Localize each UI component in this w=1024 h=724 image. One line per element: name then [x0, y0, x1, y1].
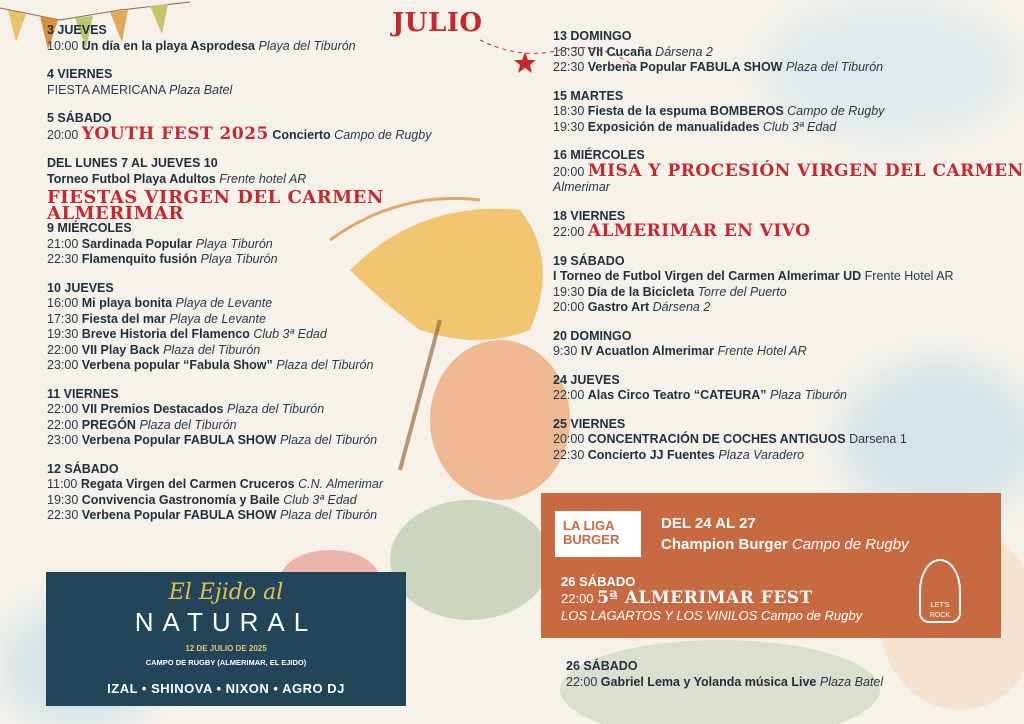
day-heading: 18 VIERNES	[553, 208, 626, 223]
event-time: 19:30	[553, 119, 585, 134]
event-place: Club 3ª Edad	[253, 327, 327, 341]
day-heading: 15 MARTES	[553, 88, 624, 103]
event-row	[553, 104, 1023, 120]
day-heading: 11 VIERNES	[47, 386, 119, 401]
event-row	[47, 508, 487, 524]
event-time: 18:30	[553, 104, 585, 118]
day-block	[553, 254, 1023, 316]
la-liga-burger-logo: LA LIGA BURGER	[555, 511, 641, 557]
fiestas-schedule	[47, 221, 487, 524]
event-row	[47, 83, 487, 99]
event-name: CONCENTRACIÓN DE COCHES ANTIGUOS	[587, 432, 846, 446]
event-row	[47, 343, 487, 359]
event-name: Gabriel Lema y Yolanda música Live	[600, 674, 817, 689]
event-name: Sardinada Popular	[81, 236, 193, 251]
fiestas-title: FIESTAS VIRGEN DEL CARMEN ALMERIMAR	[47, 187, 384, 224]
event-row	[47, 39, 487, 55]
event-place: Dársena 2	[652, 300, 711, 314]
day-block	[47, 462, 487, 524]
event-time: 22:00	[47, 402, 79, 416]
burger-range: DEL 24 AL 27	[661, 515, 756, 532]
event-time: 23:00	[47, 433, 79, 447]
event-row	[553, 344, 1023, 360]
day-heading: 16 MIÉRCOLES	[553, 148, 645, 162]
day-block	[47, 387, 487, 449]
event-time: 23:00	[47, 358, 79, 372]
event-row	[553, 432, 1023, 448]
day-heading: 24 JUEVES	[553, 372, 620, 387]
day-block	[553, 89, 1023, 136]
fest-place: Campo de Rugby	[760, 608, 863, 623]
event-name: Alas Circo Teatro “CATEURA”	[587, 388, 767, 402]
burger-name: Champion Burger	[661, 536, 788, 553]
event-place: Playa de Levante	[169, 311, 266, 326]
event-time: 17:30	[47, 311, 79, 326]
event-row	[47, 402, 487, 418]
event-name: Verbena Popular FABULA SHOW	[587, 60, 783, 74]
event-time: 22:30	[47, 508, 79, 522]
event-name: Torneo Futbol Playa Adultos	[47, 171, 216, 186]
event-highlight: ALMERIMAR EN VIVO	[587, 221, 811, 241]
event-name: Un día en la playa Asprodesa	[81, 38, 255, 53]
natural-festival-banner	[46, 572, 406, 706]
event-row	[553, 160, 1024, 196]
fest-day: 26 SÁBADO	[561, 574, 636, 589]
event-name: VII Play Back	[81, 342, 160, 357]
natural-artists: IZAL • SHINOVA • NIXON • AGRO DJ	[107, 681, 345, 696]
event-row	[47, 312, 487, 328]
event-name: Verbena Popular FABULA SHOW	[81, 508, 277, 522]
event-time: 20:00	[553, 164, 585, 179]
event-name: Flamenquito fusión	[81, 252, 198, 266]
day-block	[553, 209, 1023, 241]
event-highlight: MISA Y PROCESIÓN VIRGEN DEL CARMEN	[587, 160, 1024, 181]
event-place: Plaza del Tiburón	[226, 402, 325, 416]
event-name: I Torneo de Futbol Virgen del Carmen Almerimar UD	[553, 269, 862, 283]
event-name: Fiesta del mar	[81, 311, 166, 326]
event-highlight: YOUTH FEST 2025	[81, 123, 269, 144]
event-place: Torre del Puerto	[697, 284, 787, 299]
day-heading: 26 SÁBADO	[566, 659, 638, 673]
month-title: JULIO	[392, 8, 483, 38]
day-heading: 19 SÁBADO	[553, 253, 625, 268]
burger-place: Campo de Rugby	[791, 536, 909, 553]
event-place: Frente Hotel AR	[864, 269, 954, 283]
event-place: C.N. Almerimar	[298, 477, 384, 491]
day-block	[47, 156, 487, 187]
event-time: 22:00	[47, 342, 79, 357]
event-place: Playa Tiburón	[195, 236, 273, 251]
day-block	[553, 329, 1023, 360]
event-place: Playa de Levante	[175, 296, 273, 310]
event-name: VII Premios Destacados	[81, 402, 224, 416]
event-time: 9:30	[553, 344, 578, 358]
event-place: Campo de Rugby	[334, 127, 432, 142]
event-time: 21:00	[47, 236, 79, 251]
day-heading: 3 JUEVES	[47, 23, 107, 37]
event-place: Plaza del Tiburón	[276, 358, 374, 372]
event-time: 20:00	[553, 432, 585, 446]
event-place: Club 3ª Edad	[762, 119, 837, 134]
day-block	[47, 23, 487, 54]
event-place: Playa del Tiburón	[258, 38, 356, 53]
event-row	[47, 327, 487, 343]
event-place: Campo de Rugby	[787, 104, 885, 118]
day-block	[47, 111, 487, 143]
event-time: 22:30	[553, 447, 585, 462]
natural-venue: CAMPO DE RUGBY (ALMERIMAR, EL EJIDO)	[145, 658, 307, 667]
burger-header	[661, 513, 909, 555]
fest-block	[561, 573, 862, 624]
event-name: Breve Historia del Flamenco	[81, 327, 250, 341]
day-block	[553, 373, 1023, 404]
event-time: 20:00	[47, 127, 79, 142]
event-time: 22:00	[47, 417, 79, 432]
day-heading: 10 JUEVES	[47, 280, 114, 295]
event-row	[553, 45, 1023, 61]
event-time: 22:00	[566, 674, 598, 689]
left-schedule	[47, 23, 487, 537]
event-name: Exposición de manualidades	[587, 119, 760, 134]
event-row	[553, 221, 1023, 241]
event-place: Plaza del Tiburón	[279, 433, 378, 447]
event-name: Día de la Bicicleta	[587, 284, 695, 299]
event-place: Plaza Batel	[169, 82, 233, 97]
natural-line1: El Ejido al	[168, 580, 284, 605]
day-block	[553, 29, 1023, 76]
event-place: Dársena 2	[655, 44, 713, 59]
event-name: Convivencia Gastronomía y Baile	[81, 492, 280, 507]
event-place: Plaza del Tiburón	[163, 342, 261, 357]
event-row	[47, 493, 487, 509]
event-time: 11:00	[47, 477, 78, 491]
event-row	[47, 252, 487, 268]
event-time: 22:00	[553, 388, 585, 402]
fest-time: 22:00	[561, 591, 594, 606]
event-name: VII Cucaña	[587, 44, 652, 59]
event-row	[47, 123, 487, 144]
event-row	[553, 388, 1023, 404]
day-heading: 20 DOMINGO	[553, 328, 632, 343]
event-row	[47, 433, 487, 449]
event-row	[47, 358, 487, 374]
lets-rock-logo: LET'S ROCK	[919, 559, 961, 623]
event-time: 19:30	[553, 284, 585, 299]
event-row	[566, 675, 1006, 691]
event-name: IV Acuatlon Almerimar	[580, 344, 714, 358]
event-place: Plaza Tiburón	[769, 388, 847, 402]
day-heading: DEL LUNES 7 AL JUEVES 10	[47, 156, 218, 170]
event-name: Concierto	[272, 127, 331, 142]
event-name: Regata Virgen del Carmen Cruceros	[80, 477, 295, 491]
day-block	[47, 281, 487, 374]
event-place: Almerimar	[553, 180, 610, 194]
event-time: 20:00	[553, 300, 585, 314]
event-time: 19:30	[47, 327, 79, 341]
event-time: 10:00	[47, 38, 79, 53]
event-place: Plaza Batel	[819, 674, 884, 689]
event-place: Playa Tiburón	[200, 252, 278, 266]
event-row	[47, 477, 487, 493]
event-place: Plaza del Tiburón	[279, 508, 378, 522]
event-row	[47, 296, 487, 312]
event-row	[553, 300, 1023, 316]
event-time: 22:30	[47, 252, 79, 266]
event-place: Club 3ª Edad	[283, 492, 357, 507]
event-name: Verbena Popular FABULA SHOW	[81, 433, 277, 447]
day-block	[553, 148, 1023, 196]
event-row	[47, 237, 487, 253]
natural-date: 12 DE JULIO DE 2025	[185, 644, 267, 653]
event-row	[553, 60, 1023, 76]
event-name: PREGÓN	[81, 417, 136, 432]
day-heading: 13 DOMINGO	[553, 29, 632, 43]
right-schedule	[553, 29, 1023, 476]
event-name: FIESTA AMERICANA	[47, 82, 166, 97]
day-block	[47, 221, 487, 268]
event-time: 18:30	[553, 44, 585, 59]
event-row	[553, 269, 1023, 285]
event-row	[47, 418, 487, 434]
event-name: Verbena popular “Fabula Show”	[81, 358, 273, 372]
event-name: Concierto JJ Fuentes	[587, 447, 715, 462]
day-block	[47, 67, 487, 98]
event-place: Plaza Varadero	[718, 447, 805, 462]
day-heading: 9 MIÉRCOLES	[47, 221, 132, 235]
event-row	[553, 448, 1023, 464]
event-row	[553, 285, 1023, 301]
event-place: Frente hotel AR	[219, 171, 307, 186]
day-block	[553, 417, 1023, 464]
fest-bands: LOS LAGARTOS Y LOS VINILOS	[561, 608, 758, 623]
event-place: Plaza del Tiburón	[785, 60, 884, 74]
event-time: 22:30	[553, 60, 585, 74]
day-heading: 5 SÁBADO	[47, 111, 112, 125]
event-time: 19:30	[47, 492, 79, 507]
event-name: Fiesta de la espuma BOMBEROS	[587, 104, 784, 118]
natural-line2: NATURAL	[134, 607, 318, 637]
day-heading: 12 SÁBADO	[47, 461, 119, 476]
event-place: Darsena 1	[849, 432, 907, 446]
event-place: Plaza del Tiburón	[139, 417, 237, 432]
day-heading: 4 VIERNES	[47, 67, 113, 81]
star-icon	[514, 52, 536, 73]
event-name: Mi playa bonita	[81, 296, 173, 310]
event-row	[553, 120, 1023, 136]
burger-promo-box	[541, 493, 1001, 638]
event-time: 22:00	[553, 225, 585, 239]
fest-title: 5ª ALMERIMAR FEST	[597, 588, 813, 608]
day-heading: 25 VIERNES	[553, 416, 626, 431]
last-event	[566, 659, 1006, 690]
event-time: 16:00	[47, 296, 79, 310]
event-row	[47, 172, 487, 188]
event-place: Frente Hotel AR	[717, 344, 807, 358]
event-name: Gastro Art	[587, 300, 650, 314]
